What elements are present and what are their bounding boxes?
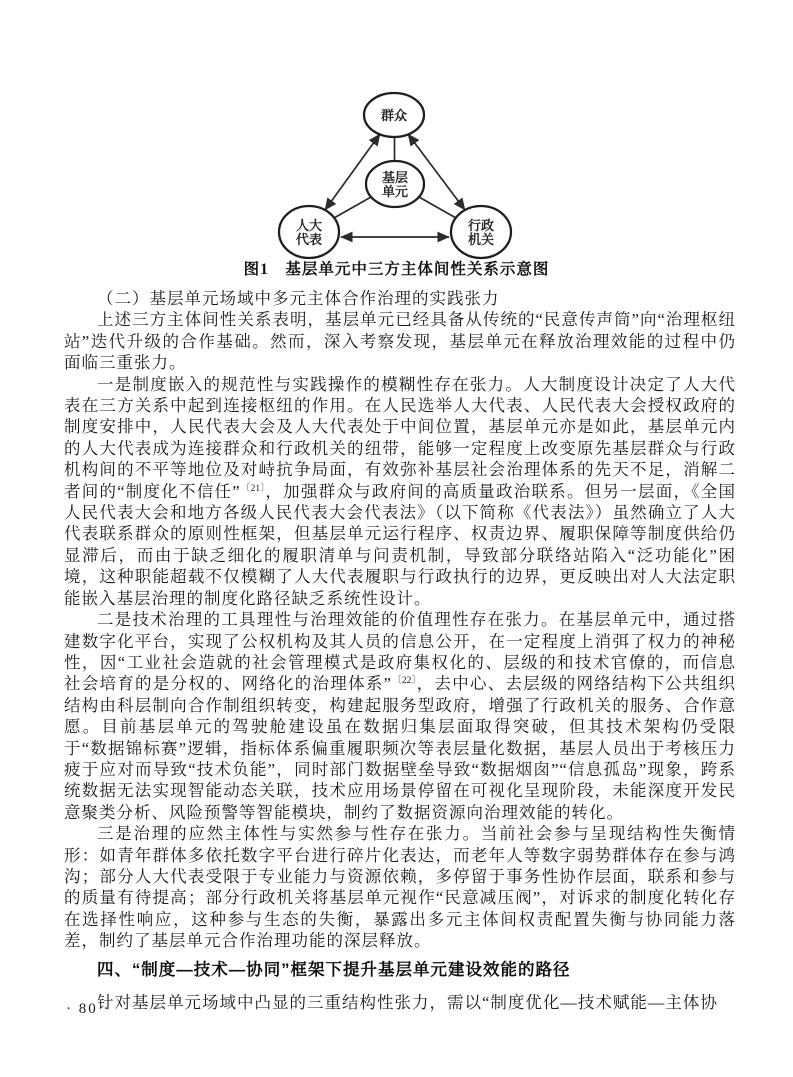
section-heading [64,959,736,981]
node-label-admin-organs-line2: 机关 [467,232,495,247]
node-label-npc-deputies-line2: 代表 [295,232,323,247]
paragraph [64,309,736,373]
paragraph [64,374,736,609]
citation-ref: 〔21〕 [240,483,266,494]
text-run: 一是制度嵌入的规范性与实践操作的模糊性存在张力。人大制度设计决定了人大代表在三方关系中起到连接枢纽的作用。在人民选举人大代表、人民代表大会授权政府的制度安排中，人民代表大会及人大代表处于中间位置，基层单元亦是如此，基层单元内的人大代表成为连接群众和行政机关的纽带，能够一定程度上改变原先基层群众与行政机构间的不平等地位及对峙抗争局面，有效弥补基层社会治理体系的先天不足，消解二者间的“制度化不信任” [64,374,736,501]
figure-diagram [266,86,522,262]
text-run: 针对基层单元场域中凸显的三重结构性张力，需以“制度优化—技术赋能—主体协 [97,992,718,1012]
line-unit-npc [334,197,371,218]
node-label-grassroots-unit-line1: 基层 [381,170,409,185]
text-run: 二是技术治理的工具理性与治理效能的价值理性存在张力。在基层单元中，通过搭建数字化平台，实现了公权机构及其人员的信息公开，在一定程度上消弭了权力的神秘性，因“工业社会造就的社会管理模式是政府集权化的、层级的和技术官僚的，而信息社会培育的是分权的、网络化的治理体系” [64,610,736,694]
text-run: ，加强群众与政府间的高质量政治联系。但另一层面，《全国人民代表大会和地方各级人民代表大会代表法》（以下简称《代表法》）虽然确立了人大代表联系群众的原则性框架，但基层单元运行程序、权责边界、履职保障等制度供给仍显滞后，而由于缺乏细化的履职清单与问责机制，导致部分联络站陷入“泛功能化”困境，这种职能超载不仅模糊了人大代表履职与行政执行的边界，更反映出对人大法定职能嵌入基层治理的制度化路径缺乏系统性设计。 [64,481,736,608]
node-label-admin-organs-line1: 行政 [467,218,495,233]
text-run: 三是治理的应然主体性与实然参与性存在张力。当前社会参与呈现结构性失衡情形：如青年群体多依托数字平台进行碎片化表达，而老年人等数字弱势群体存在参与鸿沟；部分人大代表受限于专业能力与资源依赖，多停留于事务性协作层面，联系和参与的质量有待提高；部分行政机关将基层单元视作“民意减压阀”，对诉求的制度化转化存在选择性响应，这种参与生态的失衡，暴露出多元主体间权责配置失衡与协同能力落差，制约了基层单元合作治理功能的深层释放。 [64,824,736,951]
page-number: · 80 · [66,1001,111,1017]
paragraph [64,823,736,951]
line-unit-admin [419,197,456,218]
subsection-heading [64,288,736,309]
citation-ref: 〔22〕 [391,676,417,687]
text-run: （二）基层单元场域中多元主体合作治理的实践张力 [97,289,500,308]
paragraph [64,609,736,823]
figure-caption: 图1 基层单元中三方主体间性关系示意图 [243,261,550,278]
node-label-masses: 群众 [380,108,408,123]
node-label-grassroots-unit-line2: 单元 [381,184,409,199]
text-run: 四、“制度—技术—协同”框架下提升基层单元建设效能的路径 [97,960,571,979]
text-run: ，去中心、去层级的网络结构下公共组织结构由科层制向合作制组织转变，构建起服务型政府，增强了行政机关的服务、合作意愿。目前基层单元的驾驶舱建设虽在数据归集层面取得突破，但其技术架构仍受限于“数据锦标赛”逻辑，指标体系偏重履职频次等表层量化数据，基层人员出于考核压力疲于应对而导致“技术负能”，同时部门数据壁垒导致“数据烟囱”“信息孤岛”现象，跨系统数据无法实现智能动态关联，技术应用场景停留在可视化呈现阶段，未能深度开发民意聚类分析、风险预警等智能模块，制约了数据资源向治理效能的转化。 [64,674,737,822]
text-run: 上述三方主体间性关系表明，基层单元已经具备从传统的“民意传声筒”向“治理枢纽站”迭代升级的合作基础。然而，深入考察发现，基层单元在释放治理效能的过程中仍面临三重张力。 [64,310,736,373]
node-label-npc-deputies-line1: 人大 [295,218,323,233]
text-body [64,288,736,1013]
paragraph [64,992,736,1013]
